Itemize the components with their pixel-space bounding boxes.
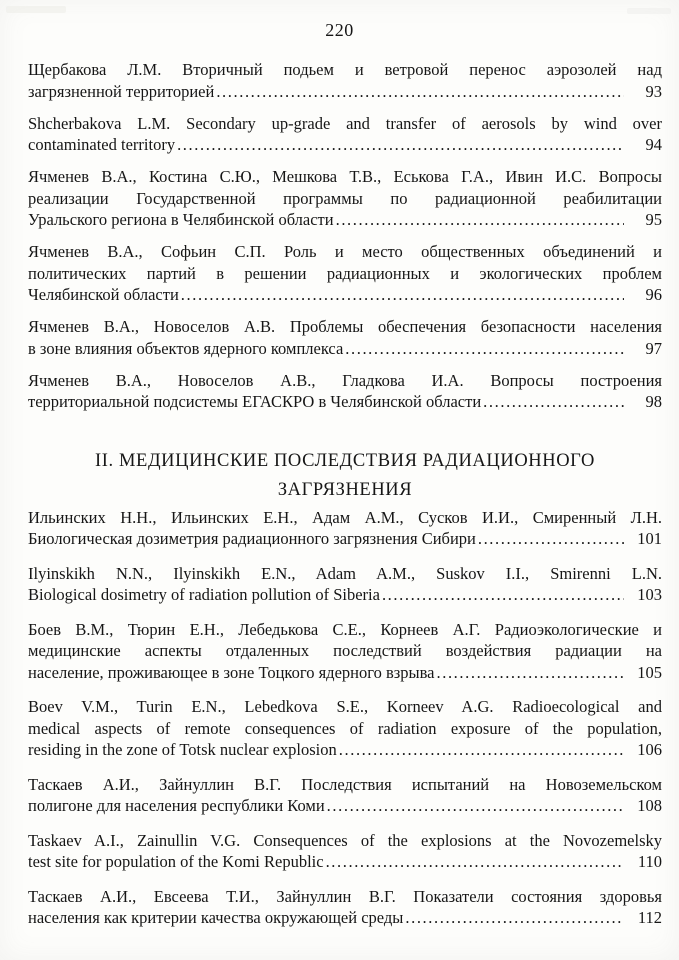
entry-last-line-text: Биологическая дозиметрия радиационного загрязнения Сибири (28, 529, 476, 548)
toc-entry (28, 886, 662, 929)
entry-last-line (28, 795, 662, 817)
entry-last-line (28, 739, 662, 761)
toc-entry (28, 507, 662, 550)
entry-line: Ячменев В.А., Новоселов А.В. Проблемы обеспечения безопасности населения (28, 317, 662, 336)
dot-leader (437, 662, 625, 684)
entry-last-line (28, 528, 662, 550)
entry-last-line-text: test site for population of the Komi Republic (28, 852, 324, 871)
toc-entry (28, 563, 662, 606)
toc-entry (28, 619, 662, 684)
entry-line: Щербакова Л.М. Вторичный подьем и ветровой перенос аэрозолей над (28, 60, 662, 79)
toc (28, 59, 662, 942)
entry-line: Taskaev A.I., Zainullin V.G. Consequences of the explosions at the Novozemelsky (28, 830, 662, 850)
toc-entry (28, 59, 662, 102)
scan-artifact (6, 6, 66, 13)
entry-last-line-text: Biological dosimetry of radiation pollution of Siberia (28, 585, 380, 604)
toc-entry (28, 316, 662, 359)
entry-line: Боев В.М., Тюрин Е.Н., Лебедькова С.Е., Корнеев А.Г. Радиоэкологические и (28, 619, 662, 639)
entry-last-line-text: Уральского региона в Челябинской области (28, 210, 334, 229)
dot-leader (326, 851, 624, 873)
entry-line: политических партий в решении радиационных и экологических проблем (28, 263, 662, 283)
section-heading (28, 447, 662, 505)
entry-line: Boev V.M., Turin E.N., Lebedkova S.E., Korneev A.G. Radioecological and (28, 697, 662, 716)
entry-last-line (28, 851, 662, 873)
entry-last-line (28, 391, 662, 413)
toc-entry (28, 830, 662, 873)
section-heading-line: ЗАГРЯЗНЕНИЯ (277, 479, 413, 500)
entry-line: Ячменев В.А., Костина С.Ю., Мешкова Т.В., Еськова Г.А., Ивин И.С. Вопросы (28, 167, 662, 186)
page-ref-number: 95 (645, 210, 662, 229)
entry-last-line (28, 584, 662, 606)
page-ref-number: 112 (637, 908, 662, 927)
entry-last-line (28, 81, 662, 103)
page-ref-number: 110 (637, 852, 662, 871)
toc-entry (28, 774, 662, 817)
entry-last-line-text: contaminated territory (28, 135, 176, 154)
entry-line: Ильинских Н.Н., Ильинских Е.Н., Адам А.М., Сусков И.И., Смиренный Л.Н. (28, 507, 662, 527)
dot-leader (478, 528, 624, 550)
entry-last-line (28, 338, 662, 360)
dot-leader (345, 338, 624, 360)
entry-line: Ячменев В.А., Софьин С.П. Роль и место общественных объединений и (28, 242, 662, 261)
page-ref-number: 103 (637, 585, 662, 604)
page-ref-number: 101 (637, 529, 662, 548)
scan-artifact (627, 8, 671, 14)
entry-last-line (28, 662, 662, 684)
entry-last-line (28, 284, 662, 306)
dot-leader (339, 739, 624, 761)
entry-last-line-text: население, проживающее в зоне Тоцкого ядерного взрыва (28, 662, 435, 682)
entry-line: медицинские аспекты отдаленных последствий воздействия радиации на (28, 641, 662, 660)
dot-leader (405, 907, 624, 929)
entry-last-line-text: загрязненной территорией (28, 81, 215, 101)
page-ref-number: 108 (637, 796, 662, 815)
toc-entry (28, 241, 662, 306)
page-ref-number: 106 (637, 740, 662, 759)
page-folio: 220 (325, 20, 354, 40)
page-ref-number: 97 (645, 338, 662, 358)
dot-leader (483, 391, 624, 413)
page-ref-number: 98 (645, 392, 662, 411)
entry-line: medical aspects of remote consequences of radiation exposure of the population, (28, 718, 662, 738)
entry-last-line (28, 134, 662, 156)
entry-last-line-text: Челябинской области (28, 285, 179, 304)
entry-last-line-text: в зоне влияния объектов ядерного комплекса (28, 338, 344, 358)
toc-entry (28, 370, 662, 413)
entry-last-line-text: residing in the zone of Totsk nuclear explosion (28, 740, 337, 759)
page-ref-number: 96 (645, 285, 662, 304)
entry-line: Shcherbakova L.M. Secondary up-grade and transfer of aerosols by wind over (28, 113, 662, 133)
entry-line: Таскаев А.И., Зайнуллин В.Г. Последствия испытаний на Новоземельском (28, 774, 662, 794)
page-ref-number: 93 (645, 81, 662, 101)
entry-last-line (28, 907, 662, 929)
dot-leader (327, 795, 624, 817)
entry-last-line (28, 209, 662, 231)
toc-entry (28, 166, 662, 231)
entry-last-line-text: полигоне для населения республики Коми (28, 796, 325, 815)
entry-last-line-text: населения как критерии качества окружающей среды (28, 908, 404, 927)
entry-line: Ilyinskikh N.N., Ilyinskikh E.N., Adam A.M., Suskov I.I., Smirenni L.N. (28, 563, 662, 583)
entry-line: Ячменев В.А., Новоселов А.В., Гладкова И.А. Вопросы построения (28, 370, 662, 390)
entry-line: Таскаев А.И., Евсеева Т.И., Зайнуллин В.Г. Показатели состояния здоровья (28, 886, 662, 906)
section-heading-line: II. МЕДИЦИНСКИЕ ПОСЛЕДСТВИЯ РАДИАЦИОННОГО (95, 450, 595, 471)
entry-line: реализации Государственной программы по радиационной реабилитации (28, 188, 662, 208)
entry-last-line-text: территориальной подсистемы ЕГАСКРО в Челябинской области (28, 392, 482, 411)
dot-leader (181, 284, 624, 306)
toc-entry (28, 113, 662, 156)
page-ref-number: 105 (637, 662, 662, 682)
toc-entry (28, 696, 662, 761)
dot-leader (177, 134, 624, 156)
dot-leader (382, 584, 624, 606)
dot-leader (336, 209, 624, 231)
dot-leader (216, 81, 624, 103)
page-ref-number: 94 (645, 135, 662, 154)
